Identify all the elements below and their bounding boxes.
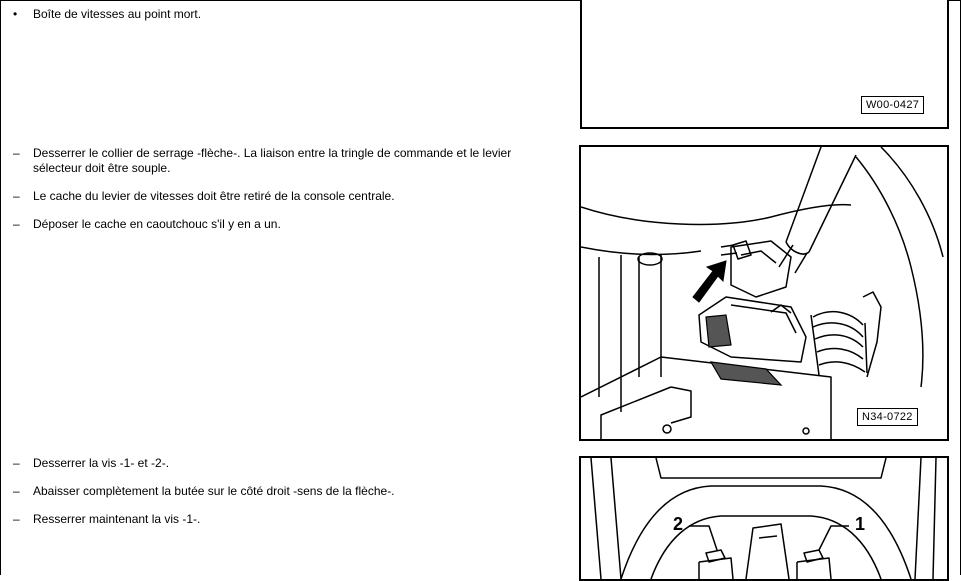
step-loosen-clamp xyxy=(13,146,558,176)
shift-linkage-drawing xyxy=(581,147,947,439)
figure-stop-adjustment xyxy=(579,456,949,581)
step-text: Desserrer la vis -1- et -2-. xyxy=(33,456,170,470)
dash-marker: – xyxy=(13,456,20,470)
figure-neutral-position xyxy=(580,0,949,129)
step-neutral-gear xyxy=(13,7,558,22)
bullet-marker: • xyxy=(13,7,18,21)
step-text: Déposer le cache en caoutchouc s'il y en a un. xyxy=(33,217,281,231)
figure-code: W00-0427 xyxy=(861,96,924,114)
figure-shift-linkage xyxy=(579,145,949,441)
figure-code: N34-0722 xyxy=(857,408,918,426)
dash-marker: – xyxy=(13,217,20,231)
step-remove-cover xyxy=(13,189,558,204)
step-loosen-screws xyxy=(13,456,558,471)
step-lower-stop xyxy=(13,484,558,499)
page-left-border xyxy=(0,0,1,575)
dash-marker: – xyxy=(13,484,20,498)
callout-label-2: 2 xyxy=(673,514,684,534)
step-text: Resserrer maintenant la vis -1-. xyxy=(33,512,201,526)
step-text: Boîte de vitesses au point mort. xyxy=(33,7,202,21)
callout-label-1: 1 xyxy=(855,514,866,534)
dash-marker: – xyxy=(13,189,20,203)
step-text: Le cache du levier de vitesses doit être retiré de la console centrale. xyxy=(33,189,395,203)
stop-adjustment-drawing xyxy=(581,458,947,579)
step-tighten-screw xyxy=(13,512,558,527)
dash-marker: – xyxy=(13,512,20,526)
step-text: Desserrer le collier de serrage -flèche-. La liaison entre la tringle de commande et le levier sélecteur doit être souple. xyxy=(33,146,512,175)
step-remove-rubber-cover xyxy=(13,217,558,232)
step-text: Abaisser complètement la butée sur le côté droit -sens de la flèche-. xyxy=(33,484,395,498)
dash-marker: – xyxy=(13,146,20,160)
